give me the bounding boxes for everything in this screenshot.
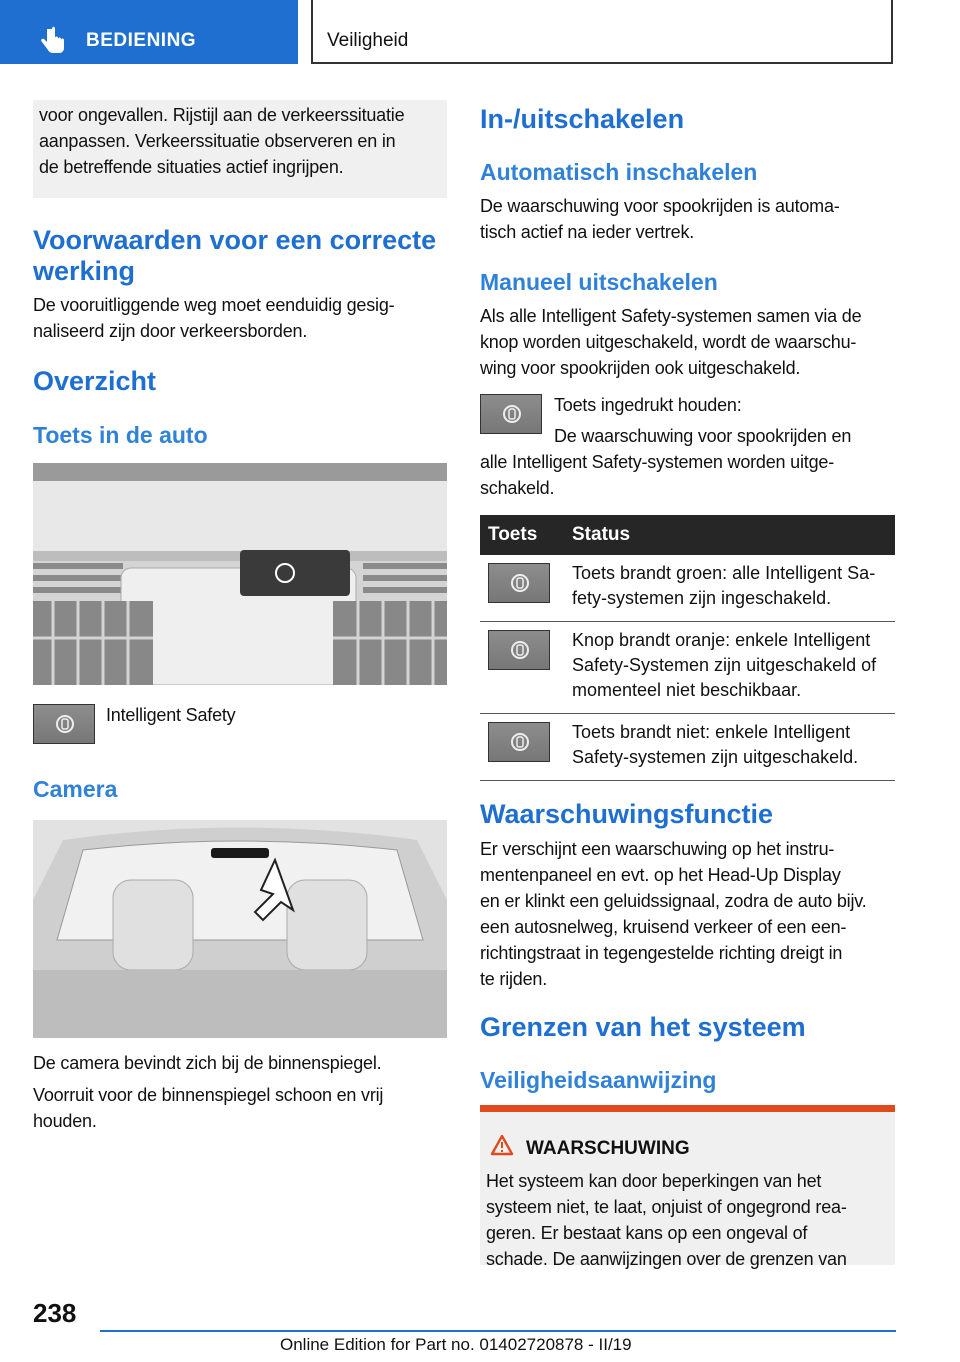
section-title: BEDIENING bbox=[86, 30, 197, 51]
heading-camera: Camera bbox=[33, 776, 118, 802]
text-line: Voorruit voor de binnenspiegel schoon en vrij bbox=[33, 1085, 384, 1105]
table-row bbox=[480, 622, 895, 714]
press-result bbox=[480, 449, 834, 501]
warning-box bbox=[480, 1105, 895, 1269]
text-line: Toets brandt groen: alle Intelligent Sa- bbox=[572, 563, 876, 583]
text-line: De waarschuwing voor spookrijden is automa- bbox=[480, 196, 840, 216]
text-line: Als alle Intelligent Safety-systemen samen via de bbox=[480, 306, 862, 326]
text-line: schakeld. bbox=[480, 478, 555, 498]
text-line: schade. De aanwijzingen over de grenzen van bbox=[486, 1249, 847, 1269]
text-line: Toets ingedrukt houden: bbox=[554, 395, 742, 415]
heading-manual-off: Manueel uitschakelen bbox=[480, 269, 718, 295]
heading-conditions bbox=[33, 225, 436, 287]
column-header: Status bbox=[564, 515, 895, 555]
camera-illustration bbox=[33, 820, 447, 1038]
auto-text bbox=[480, 193, 840, 245]
chapter-title: Veiligheid bbox=[327, 30, 409, 51]
text-line: Er verschijnt een waarschuwing op het instru- bbox=[480, 839, 835, 859]
warning-title: WAARSCHUWING bbox=[526, 1138, 690, 1159]
text-line: momenteel niet beschikbaar. bbox=[572, 680, 802, 700]
chapter-header bbox=[311, 0, 893, 64]
text-line: Safety-Systemen zijn uitgeschakeld of bbox=[572, 655, 877, 675]
heading-line: Voorwaarden voor een correcte bbox=[33, 225, 437, 255]
table-row bbox=[480, 714, 895, 781]
text-line: Safety-systemen zijn uitgeschakeld. bbox=[572, 747, 859, 767]
text-line: een autosnelweg, kruisend verkeer of een een- bbox=[480, 917, 847, 937]
table-header-row bbox=[480, 515, 895, 555]
text-line: fety-systemen zijn ingeschakeld. bbox=[572, 588, 832, 608]
table-cell-icon bbox=[480, 622, 564, 714]
intelligent-safety-icon bbox=[502, 403, 522, 425]
text-line: De vooruitliggende weg moet eenduidig gesig- bbox=[33, 295, 395, 315]
table-row bbox=[480, 555, 895, 622]
intelligent-safety-icon bbox=[510, 572, 530, 594]
button-caption bbox=[106, 702, 235, 728]
table-cell-icon bbox=[480, 714, 564, 781]
heading-system-limits: Grenzen van het systeem bbox=[480, 1012, 806, 1042]
intelligent-safety-icon bbox=[55, 713, 75, 735]
text-line: alle Intelligent Safety-systemen worden uitge- bbox=[480, 452, 834, 472]
heading-auto-on: Automatisch inschakelen bbox=[480, 159, 758, 185]
text-line: systeem niet, te laat, onjuist of ongegrond rea- bbox=[486, 1197, 847, 1217]
page-number: 238 bbox=[33, 1298, 77, 1328]
section-tab bbox=[0, 0, 298, 64]
text-line: mentenpaneel en evt. op het Head-Up Display bbox=[480, 865, 841, 885]
button-green-image bbox=[488, 563, 550, 603]
button-off-image bbox=[488, 722, 550, 762]
text-line: houden. bbox=[33, 1111, 97, 1131]
intro-line: aanpassen. Verkeerssituatie observeren en in bbox=[39, 131, 396, 151]
press-hold bbox=[554, 392, 851, 449]
text-line: en er klinkt een geluidssignaal, zodra de auto bijv. bbox=[480, 891, 867, 911]
intelligent-safety-icon bbox=[510, 731, 530, 753]
table-cell-status bbox=[564, 714, 895, 781]
text-line: De waarschuwing voor spookrijden en bbox=[554, 426, 852, 446]
manual-text bbox=[480, 303, 861, 381]
status-table bbox=[480, 515, 895, 781]
text-line: De camera bevindt zich bij de binnenspiegel. bbox=[33, 1053, 382, 1073]
heading-line: werking bbox=[33, 256, 136, 286]
intelligent-safety-button-image bbox=[33, 704, 95, 744]
text-line: naliseerd zijn door verkeersborden. bbox=[33, 321, 308, 341]
hand-pointer-icon bbox=[38, 26, 68, 56]
heading-button-in-car: Toets in de auto bbox=[33, 422, 208, 448]
text-line: Knop brandt oranje: enkele Intelligent bbox=[572, 630, 871, 650]
conditions-text bbox=[33, 292, 394, 344]
caption-text: Intelligent Safety bbox=[106, 705, 236, 725]
table-cell-status bbox=[564, 555, 895, 622]
text-line: richtingstraat in tegengestelde richting dreigt in bbox=[480, 943, 843, 963]
warning-text bbox=[486, 1168, 847, 1272]
intro-box bbox=[33, 100, 447, 198]
intro-line: voor ongevallen. Rijstijl aan de verkeerssituatie bbox=[39, 105, 405, 125]
warning-function-text bbox=[480, 836, 867, 992]
column-header: Toets bbox=[480, 515, 564, 555]
heading-safety-note: Veiligheidsaanwijzing bbox=[480, 1067, 717, 1093]
table-cell-status bbox=[564, 622, 895, 714]
text-line: Het systeem kan door beperkingen van het bbox=[486, 1171, 822, 1191]
dashboard-illustration bbox=[33, 463, 447, 685]
heading-on-off: In-/uitschakelen bbox=[480, 104, 685, 134]
footer-edition: Online Edition for Part no. 01402720878 - II/19 bbox=[280, 1335, 632, 1354]
warning-triangle-icon bbox=[490, 1134, 514, 1156]
text-line: Toets brandt niet: enkele Intelligent bbox=[572, 722, 851, 742]
heading-overview: Overzicht bbox=[33, 366, 157, 396]
footer-divider bbox=[100, 1330, 896, 1332]
text-line: tisch actief na ieder vertrek. bbox=[480, 222, 695, 242]
text-line: knop worden uitgeschakeld, wordt de waarschu- bbox=[480, 332, 857, 352]
intelligent-safety-icon bbox=[510, 639, 530, 661]
text-line: wing voor spookrijden ook uitgeschakeld. bbox=[480, 358, 801, 378]
button-orange-image bbox=[488, 630, 550, 670]
table-cell-icon bbox=[480, 555, 564, 622]
text-line: geren. Er bestaat kans op een ongeval of bbox=[486, 1223, 808, 1243]
camera-text bbox=[33, 1050, 383, 1134]
text-line: te rijden. bbox=[480, 969, 548, 989]
intelligent-safety-button-image bbox=[480, 394, 542, 434]
intro-line: de betreffende situaties actief ingrijpen. bbox=[39, 157, 344, 177]
heading-warning-function: Waarschuwingsfunctie bbox=[480, 799, 774, 829]
